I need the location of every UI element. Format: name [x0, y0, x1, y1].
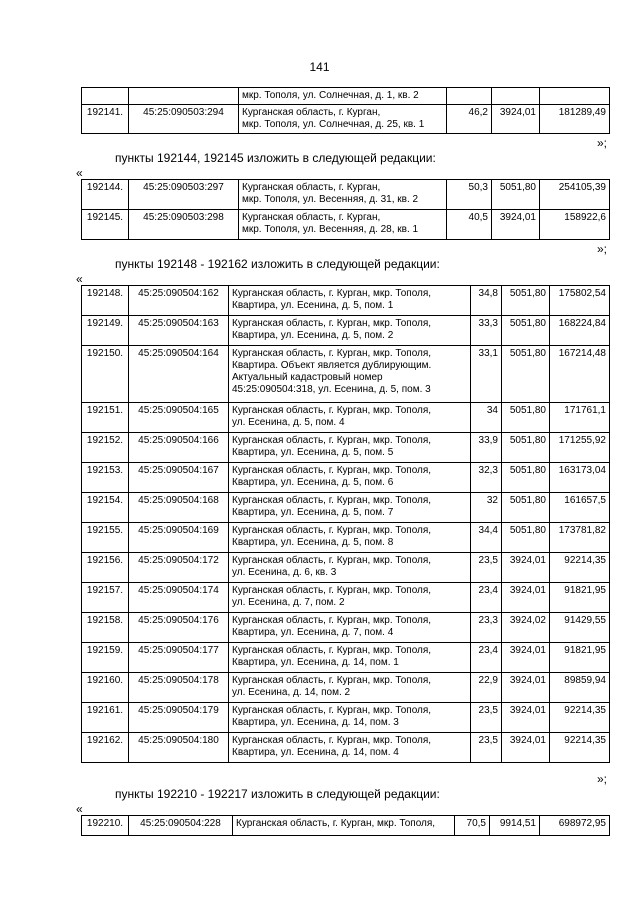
cadastral-number-cell: 45:25:090504:169	[129, 523, 229, 553]
row-number-cell: 192151.	[82, 403, 129, 433]
table-row	[82, 703, 610, 733]
total-value-cell: 91429,55	[550, 613, 610, 643]
area-cell: 23,5	[471, 703, 502, 733]
address-cell: Курганская область, г. Курган, мкр. Тополя, ул. Весенняя, д. 31, кв. 2	[239, 180, 447, 210]
row-number-cell: 192210.	[82, 816, 129, 836]
area-cell: 50,3	[447, 180, 492, 210]
address-cell: Курганская область, г. Курган, мкр. Тополя, Квартира, ул. Есенина, д. 14, пом. 3	[229, 703, 471, 733]
area-cell: 23,4	[471, 643, 502, 673]
table-row	[82, 88, 610, 105]
table-row	[82, 180, 610, 210]
cadastral-number-cell: 45:25:090504:176	[129, 613, 229, 643]
instruction-3: пункты 192210 - 192217 изложить в следующей редакции:	[115, 787, 440, 801]
table-row	[82, 403, 610, 433]
cadastral-number-cell: 45:25:090504:172	[129, 553, 229, 583]
table-row	[82, 316, 610, 346]
price-per-unit-cell: 5051,80	[502, 286, 550, 316]
area-cell: 23,5	[471, 553, 502, 583]
address-cell: Курганская область, г. Курган, мкр. Тополя, Квартира, ул. Есенина, д. 7, пом. 4	[229, 613, 471, 643]
cadastral-number-cell: 45:25:090504:163	[129, 316, 229, 346]
area-cell: 34	[471, 403, 502, 433]
cadastral-number-cell: 45:25:090504:228	[129, 816, 233, 836]
area-cell: 23,4	[471, 583, 502, 613]
cadastral-number-cell: 45:25:090504:165	[129, 403, 229, 433]
table-row	[82, 673, 610, 703]
area-cell: 32,3	[471, 463, 502, 493]
price-per-unit-cell: 3924,01	[502, 703, 550, 733]
registry-table-1	[81, 87, 610, 134]
area-cell: 32	[471, 493, 502, 523]
price-per-unit-cell: 3924,01	[492, 105, 540, 134]
area-cell: 34,8	[471, 286, 502, 316]
row-number-cell: 192141.	[82, 105, 129, 134]
address-cell: Курганская область, г. Курган, мкр. Тополя, Квартира, ул. Есенина, д. 14, пом. 1	[229, 643, 471, 673]
table-row	[82, 286, 610, 316]
total-value-cell: 91821,95	[550, 643, 610, 673]
table-row	[82, 433, 610, 463]
address-cell: Курганская область, г. Курган, мкр. Тополя, Квартира, ул. Есенина, д. 5, пом. 2	[229, 316, 471, 346]
row-number-cell: 192154.	[82, 493, 129, 523]
row-number-cell: 192148.	[82, 286, 129, 316]
table-row	[82, 553, 610, 583]
price-per-unit-cell: 3924,01	[502, 643, 550, 673]
cadastral-number-cell: 45:25:090504:166	[129, 433, 229, 463]
row-number-cell: 192161.	[82, 703, 129, 733]
price-per-unit-cell: 5051,80	[502, 346, 550, 403]
price-per-unit-cell	[492, 88, 540, 105]
area-cell: 33,1	[471, 346, 502, 403]
cadastral-number-cell: 45:25:090504:177	[129, 643, 229, 673]
price-per-unit-cell: 5051,80	[502, 403, 550, 433]
address-cell: Курганская область, г. Курган, мкр. Тополя, ул. Солнечная, д. 25, кв. 1	[239, 105, 447, 134]
row-number-cell: 192153.	[82, 463, 129, 493]
price-per-unit-cell: 3924,01	[502, 553, 550, 583]
total-value-cell: 161657,5	[550, 493, 610, 523]
registry-table-2	[81, 179, 610, 240]
total-value-cell: 173781,82	[550, 523, 610, 553]
area-cell: 22,9	[471, 673, 502, 703]
address-cell: Курганская область, г. Курган, мкр. Тополя, Квартира, ул. Есенина, д. 5, пом. 5	[229, 433, 471, 463]
address-cell: Курганская область, г. Курган, мкр. Тополя, ул. Весенняя, д. 28, кв. 1	[239, 210, 447, 240]
total-value-cell: 163173,04	[550, 463, 610, 493]
address-cell: Курганская область, г. Курган, мкр. Тополя, ул. Есенина, д. 14, пом. 2	[229, 673, 471, 703]
table-row	[82, 733, 610, 763]
row-number-cell: 192152.	[82, 433, 129, 463]
registry-table-3	[81, 285, 610, 763]
area-cell: 33,3	[471, 316, 502, 346]
area-cell: 40,5	[447, 210, 492, 240]
cadastral-number-cell: 45:25:090504:162	[129, 286, 229, 316]
total-value-cell: 181289,49	[540, 105, 610, 134]
address-cell: Курганская область, г. Курган, мкр. Тополя,	[233, 816, 455, 836]
area-cell: 33,9	[471, 433, 502, 463]
row-number-cell: 192149.	[82, 316, 129, 346]
total-value-cell: 168224,84	[550, 316, 610, 346]
total-value-cell: 175802,54	[550, 286, 610, 316]
cadastral-number-cell: 45:25:090504:167	[129, 463, 229, 493]
price-per-unit-cell: 5051,80	[502, 433, 550, 463]
address-cell: Курганская область, г. Курган, мкр. Тополя, Квартира, ул. Есенина, д. 5, пом. 8	[229, 523, 471, 553]
area-cell: 23,5	[471, 733, 502, 763]
closing-quote-2: »;	[597, 242, 608, 256]
cadastral-number-cell: 45:25:090504:164	[129, 346, 229, 403]
page-number: 141	[309, 60, 330, 74]
row-number-cell: 192157.	[82, 583, 129, 613]
opening-quote-3: «	[76, 802, 83, 816]
price-per-unit-cell: 5051,80	[502, 493, 550, 523]
row-number-cell: 192145.	[82, 210, 129, 240]
instruction-2: пункты 192148 - 192162 изложить в следующей редакции:	[115, 257, 440, 271]
total-value-cell: 171761,1	[550, 403, 610, 433]
table-row	[82, 493, 610, 523]
total-value-cell: 698972,95	[540, 816, 610, 836]
address-cell: Курганская область, г. Курган, мкр. Тополя, ул. Есенина, д. 6, кв. 3	[229, 553, 471, 583]
closing-quote-1: »;	[597, 136, 608, 150]
area-cell: 70,5	[455, 816, 490, 836]
price-per-unit-cell: 3924,01	[502, 673, 550, 703]
registry-table-4	[81, 815, 610, 836]
address-cell: Курганская область, г. Курган, мкр. Тополя, Квартира, ул. Есенина, д. 5, пом. 1	[229, 286, 471, 316]
area-cell: 23,3	[471, 613, 502, 643]
address-cell: Курганская область, г. Курган, мкр. Тополя, Квартира, ул. Есенина, д. 5, пом. 7	[229, 493, 471, 523]
address-cell: Курганская область, г. Курган, мкр. Тополя, Квартира, ул. Есенина, д. 5, пом. 6	[229, 463, 471, 493]
price-per-unit-cell: 5051,80	[502, 523, 550, 553]
price-per-unit-cell: 5051,80	[492, 180, 540, 210]
price-per-unit-cell: 5051,80	[502, 463, 550, 493]
table-row	[82, 816, 610, 836]
table-row	[82, 105, 610, 134]
row-number-cell: 192162.	[82, 733, 129, 763]
row-number-cell: 192160.	[82, 673, 129, 703]
total-value-cell	[540, 88, 610, 105]
cadastral-number-cell: 45:25:090503:298	[129, 210, 239, 240]
area-cell: 34,4	[471, 523, 502, 553]
cadastral-number-cell: 45:25:090503:297	[129, 180, 239, 210]
total-value-cell: 158922,6	[540, 210, 610, 240]
cadastral-number-cell: 45:25:090504:168	[129, 493, 229, 523]
price-per-unit-cell: 3924,02	[502, 613, 550, 643]
address-cell: Курганская область, г. Курган, мкр. Тополя, Квартира, ул. Есенина, д. 14, пом. 4	[229, 733, 471, 763]
cadastral-number-cell: 45:25:090504:179	[129, 703, 229, 733]
cadastral-number-cell: 45:25:090504:174	[129, 583, 229, 613]
cadastral-number-cell: 45:25:090504:178	[129, 673, 229, 703]
table-row	[82, 643, 610, 673]
price-per-unit-cell: 3924,01	[502, 583, 550, 613]
address-cell: Курганская область, г. Курган, мкр. Тополя, Квартира. Объект является дублирующим. Актуальный кадастровый номер 45:25:090504:318, ул. Есенина, д. 5, пом. 3	[229, 346, 471, 403]
opening-quote-1: «	[76, 166, 83, 180]
price-per-unit-cell: 5051,80	[502, 316, 550, 346]
instruction-1: пункты 192144, 192145 изложить в следующей редакции:	[115, 151, 436, 165]
table-row	[82, 583, 610, 613]
table-row	[82, 523, 610, 553]
row-number-cell: 192159.	[82, 643, 129, 673]
row-number-cell: 192144.	[82, 180, 129, 210]
address-cell: Курганская область, г. Курган, мкр. Тополя, ул. Есенина, д. 7, пом. 2	[229, 583, 471, 613]
total-value-cell: 89859,94	[550, 673, 610, 703]
row-number-cell: 192155.	[82, 523, 129, 553]
total-value-cell: 92214,35	[550, 703, 610, 733]
row-number-cell: 192158.	[82, 613, 129, 643]
address-cell: мкр. Тополя, ул. Солнечная, д. 1, кв. 2	[239, 88, 447, 105]
price-per-unit-cell: 3924,01	[502, 733, 550, 763]
table-row	[82, 463, 610, 493]
table-row	[82, 346, 610, 403]
cadastral-number-cell: 45:25:090504:180	[129, 733, 229, 763]
table-row	[82, 613, 610, 643]
total-value-cell: 92214,35	[550, 733, 610, 763]
total-value-cell: 91821,95	[550, 583, 610, 613]
total-value-cell: 254105,39	[540, 180, 610, 210]
row-number-cell	[82, 88, 129, 105]
table-row	[82, 210, 610, 240]
closing-quote-3: »;	[597, 772, 608, 786]
row-number-cell: 192150.	[82, 346, 129, 403]
total-value-cell: 171255,92	[550, 433, 610, 463]
opening-quote-2: «	[76, 272, 83, 286]
address-cell: Курганская область, г. Курган, мкр. Тополя, ул. Есенина, д. 5, пом. 4	[229, 403, 471, 433]
cadastral-number-cell: 45:25:090503:294	[129, 105, 239, 134]
total-value-cell: 92214,35	[550, 553, 610, 583]
area-cell	[447, 88, 492, 105]
area-cell: 46,2	[447, 105, 492, 134]
row-number-cell: 192156.	[82, 553, 129, 583]
price-per-unit-cell: 9914,51	[490, 816, 540, 836]
cadastral-number-cell	[129, 88, 239, 105]
total-value-cell: 167214,48	[550, 346, 610, 403]
price-per-unit-cell: 3924,01	[492, 210, 540, 240]
